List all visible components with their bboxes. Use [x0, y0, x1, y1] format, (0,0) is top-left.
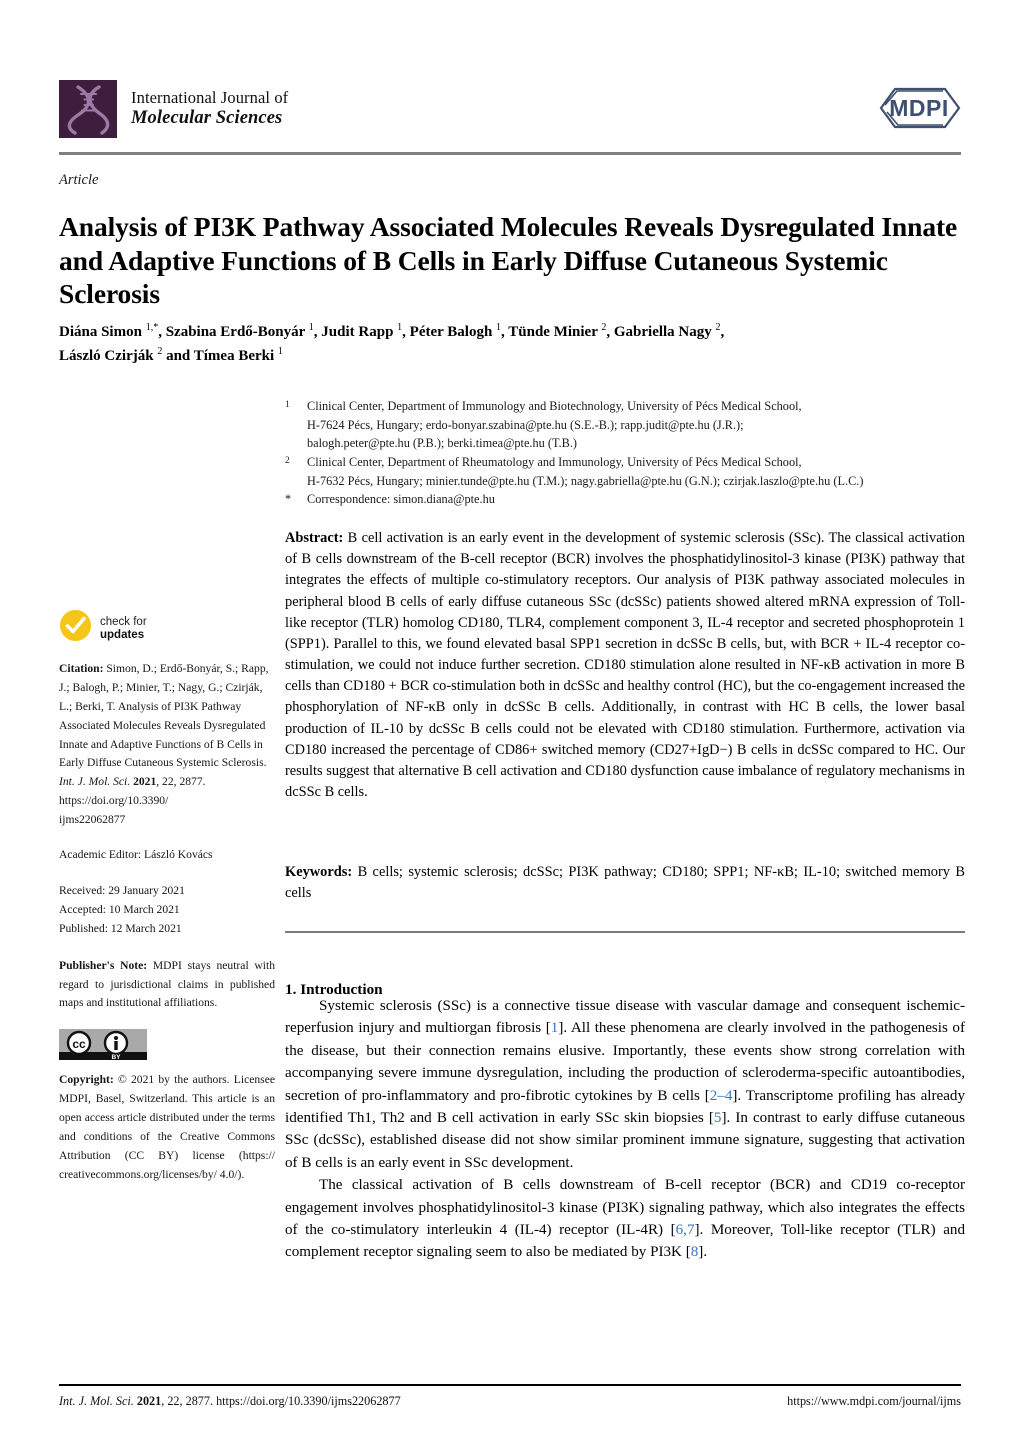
- masthead: [59, 80, 961, 146]
- affiliation-text: Clinical Center, Department of Immunology and Biotechnology, University of Pécs Medical School, H-7624 Pécs, Hungary; erdo-bonyar.szabina@pte.hu (S.E.-B.); rapp.judit@pte.hu (J.R.); balogh.peter@pte.hu (P.B.); berki.timea@pte.hu (T.B.): [307, 399, 802, 451]
- check-circle-icon: [59, 609, 92, 649]
- copyright-block: [59, 1071, 275, 1184]
- author-list: [59, 320, 969, 369]
- date-published: Published: 12 March 2021: [59, 922, 182, 936]
- mdpi-logo-icon: [865, 82, 961, 134]
- correspondence-item: [285, 490, 965, 509]
- citation-ref-6-7[interactable]: 6,7: [675, 1222, 695, 1239]
- affiliation-marker: 2: [285, 456, 290, 467]
- journal-title-line-1: International Journal of: [131, 88, 289, 108]
- abstract-label: Abstract:: [285, 530, 344, 546]
- author-line-1: Diána Simon $^{1,*}$, Szabina Erdő-Bonyár $^1$, Judit Rapp $^1$, Péter Balogh $^1$, Tünde Minier $^2$, Gabriella Nagy $^2$,: [59, 322, 725, 340]
- copyright-text: © 2021 by the authors. Licensee MDPI, Basel, Switzerland. This article is an open access article distributed under the terms and conditions of the Creative Commons Attribution (CC BY) license (https:// creativecommons.org/licenses/by/ 4.0/).: [59, 1073, 275, 1181]
- keywords-text: B cells; systemic sclerosis; dcSSc; PI3K pathway; CD180; SPP1; NF-κB; IL-10; switched memory B cells: [285, 864, 965, 902]
- affiliations-block: [285, 397, 965, 509]
- footer-rest: , 22, 2877. https://doi.org/10.3390/ijms22062877: [161, 1394, 401, 1408]
- svg-text:MDPI: MDPI: [889, 95, 949, 121]
- academic-editor: Academic Editor: László Kovács: [59, 848, 213, 862]
- dna-helix-icon: [59, 80, 117, 138]
- citation-volume-page: , 22, 2877.: [156, 775, 206, 789]
- citation-ref-1[interactable]: 1: [550, 1020, 559, 1037]
- svg-text:BY: BY: [111, 1054, 121, 1061]
- keywords-label: Keywords:: [285, 864, 353, 880]
- check-for-updates-label: check for updates: [100, 616, 147, 641]
- journal-title-line-2: Molecular Sciences: [131, 107, 283, 128]
- publishers-note-text: MDPI stays neutral with regard to jurisdictional claims in published maps and institutional affiliations.: [59, 958, 275, 1010]
- citation-ref-5[interactable]: 5: [713, 1110, 722, 1127]
- metadata-sidebar: [59, 612, 275, 1201]
- citation-journal: Int. J. Mol. Sci.: [59, 775, 131, 789]
- publication-dates: [59, 881, 275, 939]
- correspondence-marker: *: [285, 492, 292, 507]
- footer-year: 2021: [136, 1394, 162, 1408]
- citation-doi-line-2[interactable]: ijms22062877: [59, 813, 126, 827]
- publishers-note: [59, 957, 275, 1014]
- citation-doi-line-1[interactable]: https://doi.org/10.3390/: [59, 794, 169, 808]
- affiliation-text: Clinical Center, Department of Rheumatology and Immunology, University of Pécs Medical School, H-7632 Pécs, Hungary; minier.tunde@pte.hu (T.M.); nagy.gabriella@pte.hu (G.N.); czirjak.laszlo@pte.hu (L.C.): [307, 455, 864, 488]
- creative-commons-by-icon[interactable]: [59, 1029, 147, 1060]
- introduction-body: [285, 995, 965, 1264]
- copyright-label: Copyright:: [59, 1073, 114, 1087]
- citation-ref-8[interactable]: 8: [690, 1244, 699, 1261]
- footer-journal-url[interactable]: https://www.mdpi.com/journal/ijms: [787, 1394, 961, 1408]
- article-type-label: Article: [59, 172, 99, 188]
- correspondence-text: Correspondence: simon.diana@pte.hu: [307, 492, 495, 507]
- citation-block: [59, 660, 275, 830]
- page-title: Analysis of PI3K Pathway Associated Molecules Reveals Dysregulated Innate and Adaptive Functions of B Cells in Early Diffuse Cutaneous Systemic Sclerosis: [59, 211, 958, 309]
- journal-title-block: [131, 89, 288, 129]
- abstract-section: [285, 528, 965, 803]
- journal-brand: [59, 80, 288, 138]
- section-heading-introduction: 1. Introduction: [285, 980, 383, 998]
- publishers-note-label: Publisher's Note:: [59, 958, 148, 972]
- date-accepted: Accepted: 10 March 2021: [59, 903, 180, 917]
- svg-text:cc: cc: [72, 1037, 86, 1052]
- affiliation-item: [285, 453, 965, 490]
- abstract-text: B cell activation is an early event in the development of systemic sclerosis (SSc). The classical activation of B cells downstream of the B-cell receptor (BCR) involves the phosphatidylinositol-3 kinase (PI3K) pathway that integrates the effects of multiple co-stimulatory receptors. Our analysis of PI3K pathway associated molecules in peripheral blood B cells of early diffuse cutaneous SSc (dcSSc) patients showed altered mRNA expression of Toll-like receptor (TLR) homolog CD180, TLR4, complement component 3, IL-4 receptor and secreted phosphoprotein 1 (SPP1). Parallel to this, we found elevated basal SPP1 secretion in dcSSc B cells, but, with BCR + IL-4 receptor co-stimulation, we could not induce further secretion. CD180 stimulation alone resulted in NF-κB activation in more B cells than CD180 + BCR co-stimulation both in dcSSc and healthy control (HC), but the co-engagement increased the phosphorylation of NF-κB only in dcSSc B cells. Additionally, in contrast with HC B cells, the lower basal production of IL-10 by dcSSc B cells could not be elevated with CD180 stimulation. Furthermore, activation via CD180 increased the percentage of CD86+ switched memory (CD27+IgD−) B cells in dcSSc compared to HC. Our results suggest that alternative B cell activation and CD180 dysfunction cause imbalance of regulatory mechanisms in dcSSc B cells.: [285, 530, 965, 801]
- footer-journal: Int. J. Mol. Sci.: [59, 1394, 134, 1408]
- footer-divider: [59, 1384, 961, 1386]
- header-divider: [59, 152, 961, 155]
- citation-label: Citation:: [59, 662, 104, 675]
- check-for-updates-badge[interactable]: [59, 612, 275, 646]
- paragraph-1: Systemic sclerosis (SSc) is a connective tissue disease with vascular damage and consequent ischemic-reperfusion injury and multiorgan fibrosis [1]. All these phenomena are clearly involved in the pathogenesis of the disease, but their connection remains elusive. Importantly, these events show strong correlation with accompanying severe immune dysregulation, including the production of scleroderma-specific autoantibodies, secretion of pro-inflammatory and pro-fibrotic cytokines by B cells [2–4]. Transcriptome profiling has already identified Th1, Th2 and B cell activation in early SSc skin biopsies [5]. In contrast to early diffuse cutaneous SSc (dcSSc), established disease did not show similar prominent immune signature, suggesting that activation of B cells is an early event in SSc development.: [285, 998, 965, 1171]
- citation-ref-2-4[interactable]: 2–4: [709, 1087, 733, 1104]
- paragraph-2: The classical activation of B cells downstream of B-cell receptor (BCR) and CD19 co-receptor engagement involves phosphatidylinositol-3 kinase (PI3K) signaling pathway, which also integrates the effects of the co-stimulatory interleukin 4 (IL-4) receptor (IL-4R) [6,7]. Moreover, Toll-like receptor (TLR) and complement receptor signaling seem to also be mediated by PI3K [8].: [285, 1177, 965, 1261]
- author-line-2: László Czirják $^2$ and Tímea Berki $^1$: [59, 346, 283, 365]
- keywords-section: [285, 862, 965, 904]
- citation-year: 2021: [133, 775, 157, 789]
- affiliation-marker: 1: [285, 400, 290, 410]
- footer-citation: [59, 1394, 401, 1409]
- abstract-divider: [285, 931, 965, 933]
- date-received: Received: 29 January 2021: [59, 883, 185, 897]
- affiliation-item: [285, 397, 965, 453]
- citation-text: Simon, D.; Erdő-Bonyár, S.; Rapp, J.; Balogh, P.; Minier, T.; Nagy, G.; Czirják, L.; Berki, T. Analysis of PI3K Pathway Associated Molecules Reveals Dysregulated Innate and Adaptive Functions of B Cells in Early Diffuse Cutaneous Systemic Sclerosis.: [59, 662, 269, 770]
